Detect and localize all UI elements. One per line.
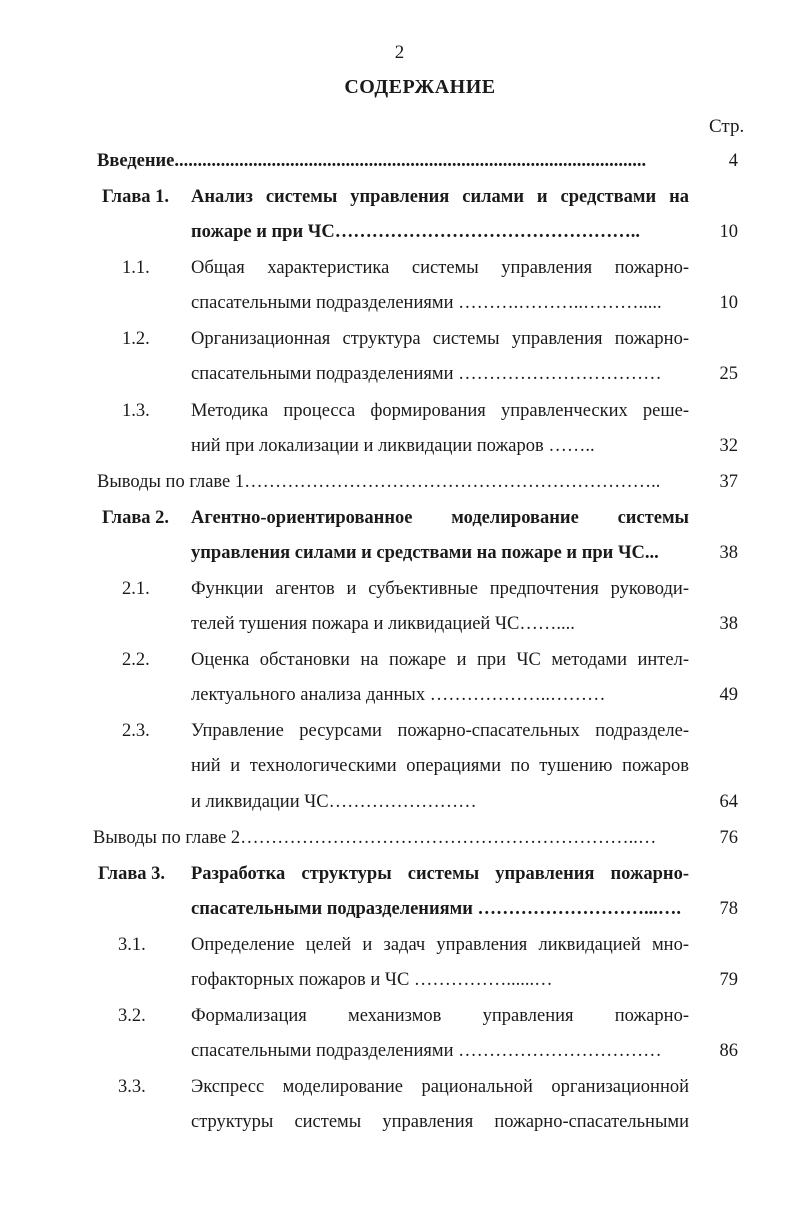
toc-chapter-label: Глава 3.	[98, 864, 166, 884]
toc-conclusions: Выводы по главе 2………………………………………………………..…	[93, 828, 657, 848]
toc-section-title-cont: структуры системы управления пожарно-спасательными	[191, 1112, 689, 1132]
toc-section-title-cont: гофакторных пожаров и ЧС ……………......…	[191, 970, 553, 990]
page-number: 2	[394, 42, 405, 63]
toc-page-intro: 4	[728, 151, 738, 171]
toc-section-title-cont: телей тушения пожара и ликвидацией ЧС……....	[191, 614, 575, 634]
toc-page: 10	[719, 293, 738, 313]
toc-chapter-title-cont: управления силами и средствами на пожаре и при ЧС...	[191, 543, 659, 563]
toc-section-title-cont: спасательными подразделениями ……………………………	[191, 1041, 662, 1061]
toc-section-title: Управление ресурсами пожарно-спасательных подразделе-	[191, 721, 689, 741]
toc-chapter-title: Разработка структуры системы управления пожарно-	[191, 864, 689, 884]
toc-section-index: 1.2.	[122, 329, 150, 349]
toc-section-title: Экспресс моделирование рациональной организационной	[191, 1077, 689, 1097]
toc-section-title-cont: спасательными подразделениями ……………………………	[191, 364, 662, 384]
toc-page: 86	[719, 1041, 738, 1061]
toc-section-title-cont: спасательными подразделениями ……….………..……….....	[191, 293, 662, 313]
toc-section-index: 1.1.	[122, 258, 150, 278]
toc-page: 76	[719, 828, 738, 848]
page-column-label: Стр.	[709, 116, 745, 137]
toc-section-title: Функции агентов и субъективные предпочтения руководи-	[191, 579, 689, 599]
toc-section-title: Общая характеристика системы управления пожарно-	[191, 258, 689, 278]
toc-section-title-cont: и ликвидации ЧС……………………	[191, 792, 477, 812]
toc-conclusions: Выводы по главе 1…………………………………………………………..	[97, 472, 661, 492]
toc-section-title: Организационная структура системы управления пожарно-	[191, 329, 689, 349]
toc-page: 38	[719, 543, 738, 563]
toc-section-index: 2.1.	[122, 579, 150, 599]
toc-chapter-title-cont: пожаре и при ЧС…………………………………………..	[191, 222, 640, 242]
toc-section-index: 3.3.	[118, 1077, 146, 1097]
toc-page: 25	[719, 364, 738, 384]
toc-chapter-title: Анализ системы управления силами и средствами на	[191, 187, 689, 207]
toc-section-index: 3.1.	[118, 935, 146, 955]
toc-entry-intro: Введение......................................................................................................	[97, 151, 647, 171]
toc-section-index: 1.3.	[122, 401, 150, 421]
toc-chapter-title: Агентно-ориентированное моделирование системы	[191, 508, 689, 528]
toc-section-title-cont: ний при локализации и ликвидации пожаров ……..	[191, 436, 595, 456]
toc-section-title: Определение целей и задач управления ликвидацией мно-	[191, 935, 689, 955]
toc-page: 49	[719, 685, 738, 705]
toc-page: 32	[719, 436, 738, 456]
toc-section-title: Оценка обстановки на пожаре и при ЧС методами интел-	[191, 650, 689, 670]
toc-page: 78	[719, 899, 738, 919]
toc-section-title-cont: лектуального анализа данных ………………..………	[191, 685, 606, 705]
toc-chapter-title-cont: спасательными подразделениями ………………………...….	[191, 899, 682, 919]
toc-chapter-label: Глава 2.	[102, 508, 170, 528]
toc-page: 37	[719, 472, 738, 492]
page-title: СОДЕРЖАНИЕ	[344, 76, 496, 98]
toc-section-index: 3.2.	[118, 1006, 146, 1026]
toc-section-title: Методика процесса формирования управленческих реше-	[191, 401, 689, 421]
toc-section-index: 2.2.	[122, 650, 150, 670]
toc-chapter-label: Глава 1.	[102, 187, 170, 207]
toc-section-title-cont: ний и технологическими операциями по тушению пожаров	[191, 756, 689, 776]
toc-section-title: Формализация механизмов управления пожарно-	[191, 1006, 689, 1026]
toc-page: 38	[719, 614, 738, 634]
toc-section-index: 2.3.	[122, 721, 150, 741]
toc-page: 64	[719, 792, 738, 812]
toc-page: 79	[719, 970, 738, 990]
toc-page: 10	[719, 222, 738, 242]
